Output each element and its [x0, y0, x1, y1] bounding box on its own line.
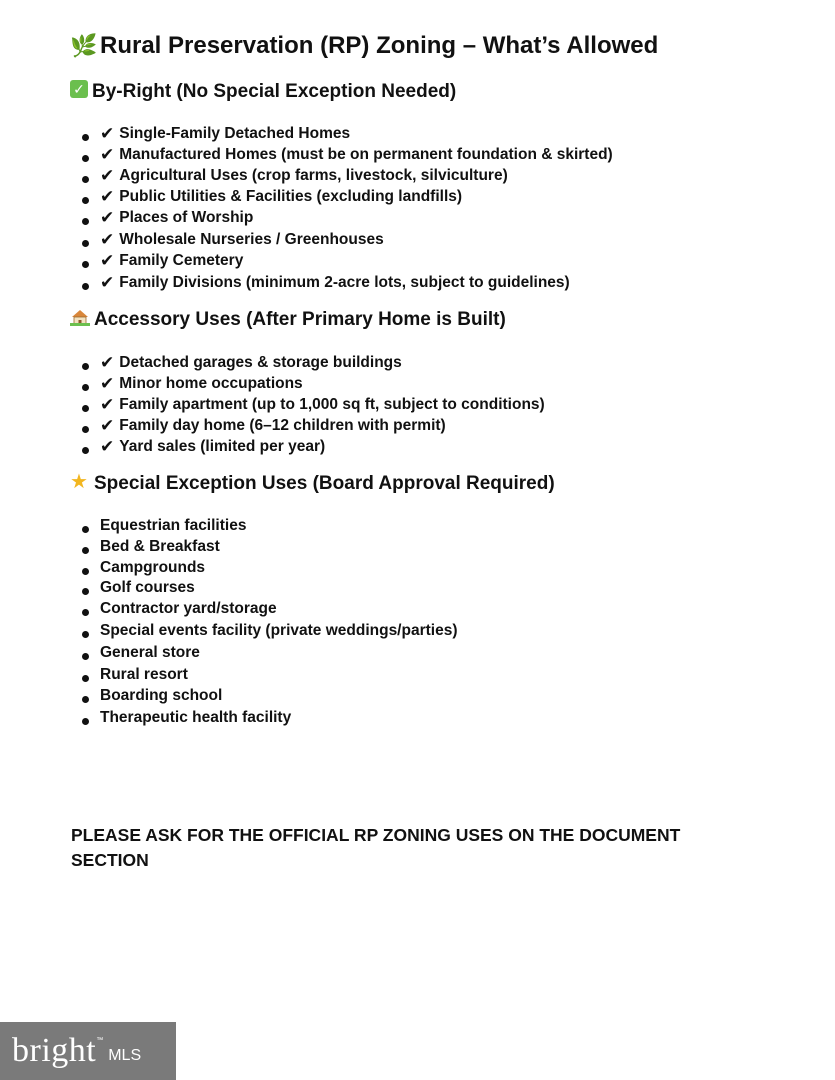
check-mark-icon: ✔ [100, 373, 115, 393]
check-box-icon: ✓ [70, 80, 88, 98]
check-mark-icon: ✔ [100, 165, 115, 185]
check-mark-icon: ✔ [100, 415, 115, 435]
watermark-trademark: ™ [96, 1036, 104, 1044]
list-item: Campgrounds [82, 557, 457, 578]
check-mark-icon: ✔ [100, 273, 115, 292]
list-item: ✔ Agricultural Uses (crop farms, livestock, silviculture) [82, 165, 613, 186]
list-item: ✔ Single-Family Detached Homes [82, 123, 613, 144]
check-mark-icon: ✔ [100, 352, 115, 372]
list-item: Boarding school [82, 685, 457, 707]
check-mark-icon: ✔ [100, 186, 115, 206]
section-heading-text: Special Exception Uses (Board Approval Required) [94, 473, 555, 494]
list-item: Golf courses [82, 578, 457, 598]
check-mark-icon: ✔ [100, 208, 115, 227]
section-heading-accessory [70, 309, 506, 331]
page-title [70, 32, 658, 60]
list-item: Rural resort [82, 664, 457, 685]
list-item: ✔ Family Cemetery [82, 250, 613, 272]
check-mark-icon: ✔ [100, 144, 115, 164]
list-item: ✔ Minor home occupations [82, 373, 545, 394]
watermark-brand: bright [12, 1032, 97, 1069]
section-heading-text: Accessory Uses (After Primary Home is Built) [94, 309, 506, 330]
check-mark-icon: ✔ [100, 123, 115, 143]
herb-icon: 🌿 [70, 33, 98, 58]
star-icon: ★ [70, 470, 88, 493]
by-right-list [82, 123, 613, 294]
list-item: Therapeutic health facility [82, 707, 457, 728]
section-heading-special-exception [70, 470, 555, 495]
list-item: ✔ Family Divisions (minimum 2-acre lots, subject to guidelines) [82, 272, 613, 294]
list-item: ✔ Places of Worship [82, 207, 613, 229]
check-mark-icon: ✔ [100, 436, 115, 456]
accessory-list [82, 352, 545, 457]
list-item: General store [82, 642, 457, 664]
list-item: ✔ Family day home (6–12 children with permit) [82, 415, 545, 436]
list-item: ✔ Yard sales (limited per year) [82, 436, 545, 457]
check-mark-icon: ✔ [100, 251, 115, 270]
list-item: Equestrian facilities [82, 515, 457, 536]
list-item: Bed & Breakfast [82, 536, 457, 557]
list-item: ✔ Detached garages & storage buildings [82, 352, 545, 373]
bright-mls-watermark [0, 1022, 176, 1080]
list-item: ✔ Manufactured Homes (must be on permanent foundation & skirted) [82, 144, 613, 165]
list-item: Contractor yard/storage [82, 598, 457, 620]
list-item: ✔ Wholesale Nurseries / Greenhouses [82, 229, 613, 250]
check-mark-icon: ✔ [100, 394, 115, 414]
section-heading-text: By-Right (No Special Exception Needed) [92, 81, 457, 102]
house-garden-icon [70, 308, 90, 326]
official-uses-notice: PLEASE ASK FOR THE OFFICIAL RP ZONING USES ON THE DOCUMENT SECTION [71, 825, 681, 870]
page-title-text: Rural Preservation (RP) Zoning – What’s Allowed [100, 32, 659, 59]
list-item: ✔ Family apartment (up to 1,000 sq ft, subject to conditions) [82, 394, 545, 415]
list-item: Special events facility (private weddings/parties) [82, 620, 457, 642]
list-item: ✔ Public Utilities & Facilities (excluding landfills) [82, 186, 613, 207]
watermark-mls: MLS [108, 1047, 142, 1064]
special-exception-list [82, 515, 457, 728]
check-mark-icon: ✔ [100, 229, 115, 249]
section-heading-by-right [70, 81, 456, 103]
